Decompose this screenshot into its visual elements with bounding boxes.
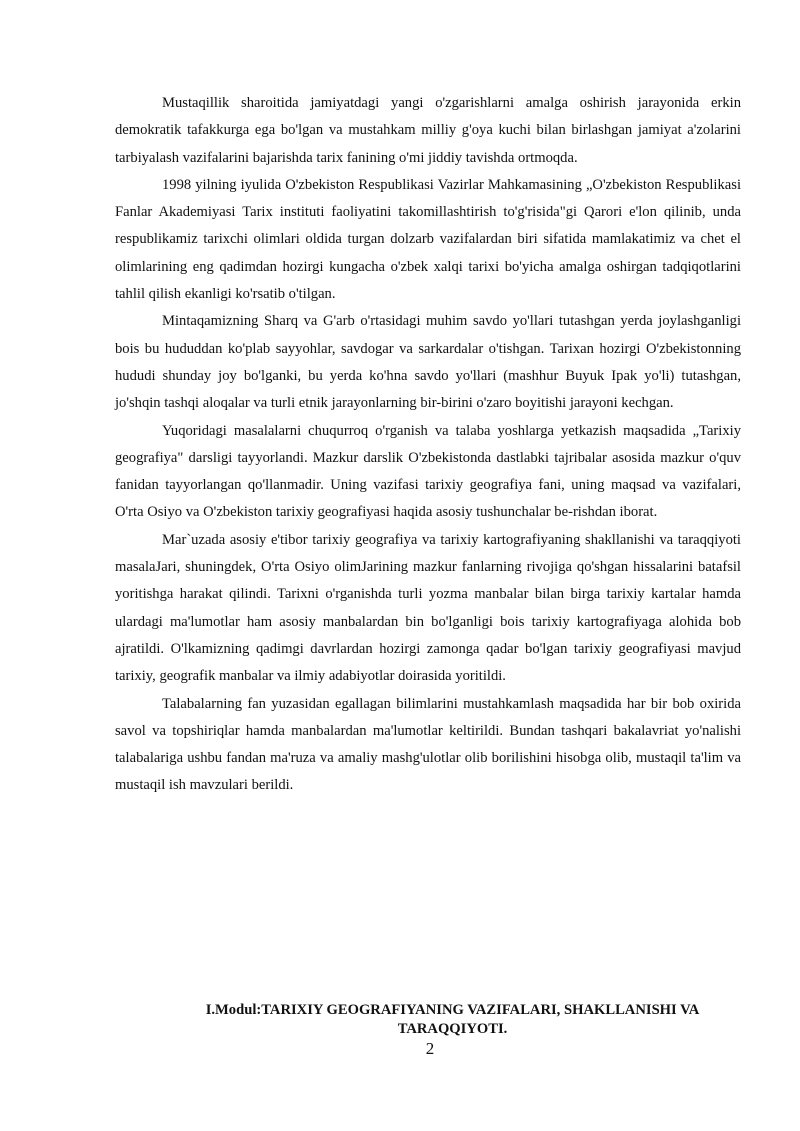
paragraph: 1998 yilning iyulida O'zbekiston Respublikasi Vazirlar Mahkamasining „O'zbekiston Respublikasi Fanlar Akademiyasi Tarix instituti faoliyatini takomillashtirish to'g'risida"gi Qarori e'lon qilinib, unda respublikamiz tarixchi olimlari oldida turgan dolzarb vazifalardan biri sifatida mamlakatimiz va chet el olimlarining eng qadimdan hozirgi kungacha o'zbek xalqi tarixi bo'yicha amalga oshirgan tadqiqotlarini tahlil qilish ekanligi ko'rsatib o'tilgan. (115, 176, 741, 303)
module-heading-line: I.Modul:TARIXIY GEOGRAFIYANING VAZIFALARI, SHAKLLANISHI VA (205, 1002, 700, 1018)
body-text (115, 90, 741, 800)
module-heading-line: TARAQQIYOTI. (397, 1021, 508, 1037)
paragraph: Talabalarning fan yuzasidan egallagan bilimlarini mustahkamlash maqsadida har bir bob oxirida savol va topshiriqlar hamda manbalardan ma'lumotlar keltirildi. Bundan tashqari bakalavriat yo'nalishi talabalariga ushbu fandan ma'ruza va amaliy mashg'ulotlar olib borilishini hisobga olib, mustaqil ta'lim va mustaqil ish mavzulari berildi. (115, 695, 741, 794)
paragraph: Mar`uzada asosiy e'tibor tarixiy geografiya va tarixiy kartografiyaning shakllanishi va taraqqiyoti masalaJari, shuningdek, O'rta Osiyo olimJarining mazkur fanlarning rivojiga qo'shgan hissalarini batafsil yoritishga harakat qilindi. Tarixni o'rganishda turli yozma manbalar bilan birga tarixiy kartalar hamda ulardagi ma'lumotlar ham asosiy manbalardan bin bo'lganligi bois tarixiy kartografiyaga alohida bob ajratildi. O'lkamizning qadimgi davrlardan hozirgi zamonga qadar bo'lgan tarixiy geografiyasi mavjud tarixiy, geografik manbalar va ilmiy adabiyotlar doirasida yoritildi. (115, 531, 741, 685)
page-number: 2 (425, 1039, 435, 1058)
paragraph: Mustaqillik sharoitida jamiyatdagi yangi o'zgarishlarni amalga oshirish jarayonida erkin demokratik tafakkurga ega bo'lgan va mustahkam milliy g'oya kuchi bilan birlashgan jamiyat a'zolarini tarbiyalash vazifalarini bajarishda tarix fanining o'mi jiddiy tavishda ortmoqda. (115, 95, 741, 166)
module-heading (115, 1001, 790, 1039)
paragraph: Yuqoridagi masalalarni chuqurroq o'rganish va talaba yoshlarga yetkazish maqsadida „Tarixiy geografiya" darsligi tayyorlandi. Mazkur darslik O'zbekistonda dastlabki tajribalar asosida mazkur o'quv fanidan tayyorlangan qo'llanmadir. Uning vazifasi tarixiy geografiya fani, uning maqsad va vazifalari, O'rta Osiyo va O'zbekiston tarixiy geografiyasi haqida asosiy tushunchalar be-rishdan iborat. (115, 422, 741, 521)
paragraph: Mintaqamizning Sharq va G'arb o'rtasidagi muhim savdo yo'llari tutashgan yerda joylashganligi bois bu hududdan ko'plab sayyohlar, savdogar va sarkardalar o'tishgan. Tarixan hozirgi O'zbekistonning hududi shunday joy bo'lganki, bu yerda ko'hna savdo yo'llari (mashhur Buyuk Ipak yo'li) tutashgan, jo'shqin tashqi aloqalar va turli etnik jarayonlarning bir-birini o'zaro boyitishi jarayoni kechgan. (115, 313, 741, 412)
